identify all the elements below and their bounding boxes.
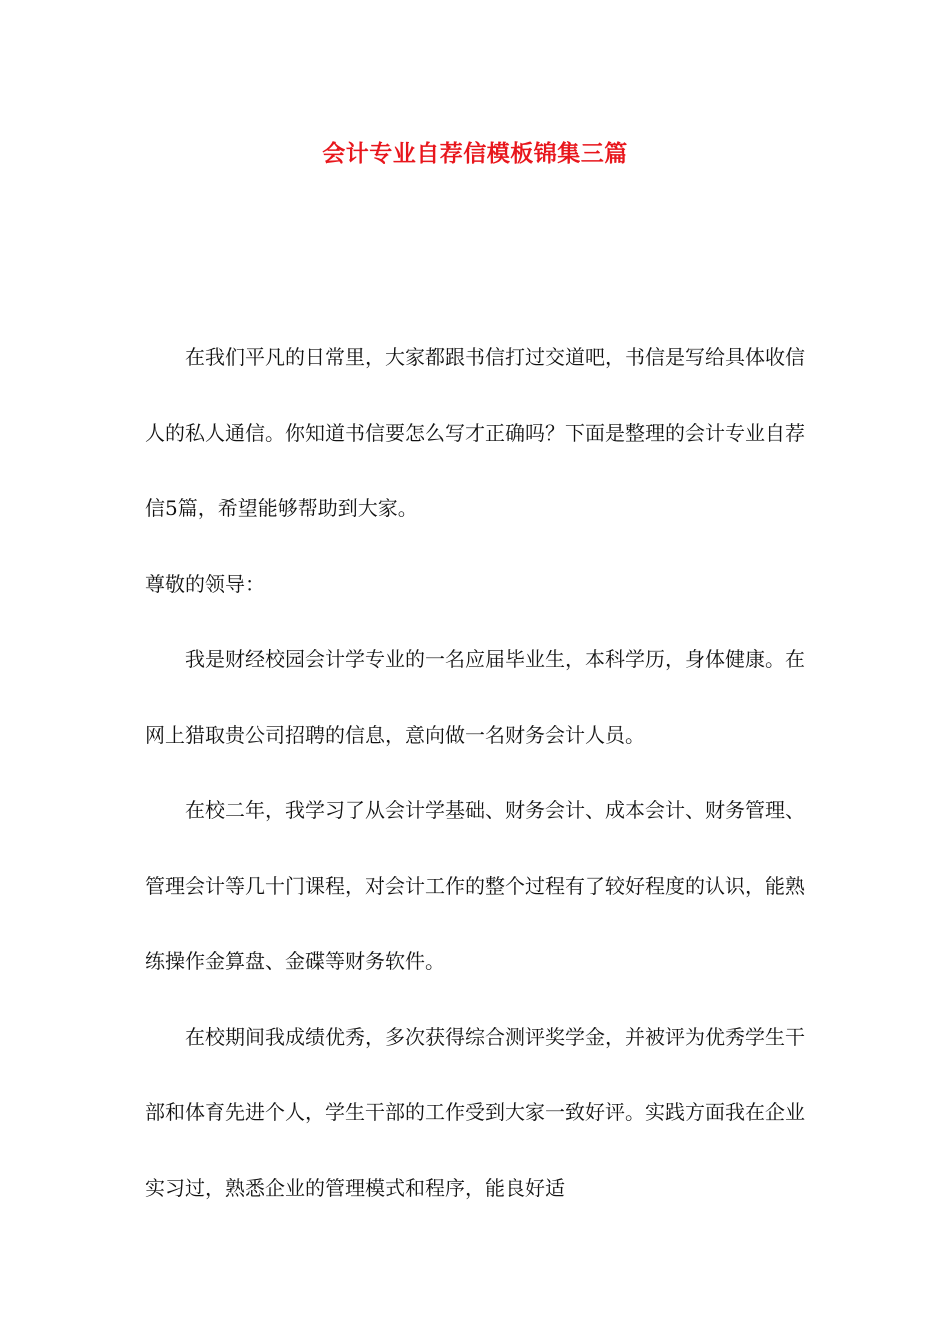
- document-title: 会计专业自荐信模板锦集三篇: [322, 140, 628, 167]
- document-body: [145, 320, 805, 1226]
- paragraph-intro: 在我们平凡的日常里，大家都跟书信打过交道吧，书信是写给具体收信人的私人通信。你知道书信要怎么写才正确吗？下面是整理的会计专业自荐信5篇，希望能够帮助到大家。: [145, 345, 805, 520]
- paragraph-studies: 在校二年，我学习了从会计学基础、财务会计、成本会计、财务管理、管理会计等几十门课程，对会计工作的整个过程有了较好程度的认识，能熟练操作金算盘、金碟等财务软件。: [145, 798, 805, 973]
- paragraph-self-introduction: 我是财经校园会计学专业的一名应届毕业生，本科学历，身体健康。在网上猎取贵公司招聘的信息，意向做一名财务会计人员。: [145, 647, 805, 747]
- paragraph-salutation: 尊敬的领导：: [145, 571, 265, 596]
- paragraph-achievements: 在校期间我成绩优秀，多次获得综合测评奖学金，并被评为优秀学生干部和体育先进个人，学生干部的工作受到大家一致好评。实践方面我在企业实习过，熟悉企业的管理模式和程序，能良好适: [145, 1024, 805, 1200]
